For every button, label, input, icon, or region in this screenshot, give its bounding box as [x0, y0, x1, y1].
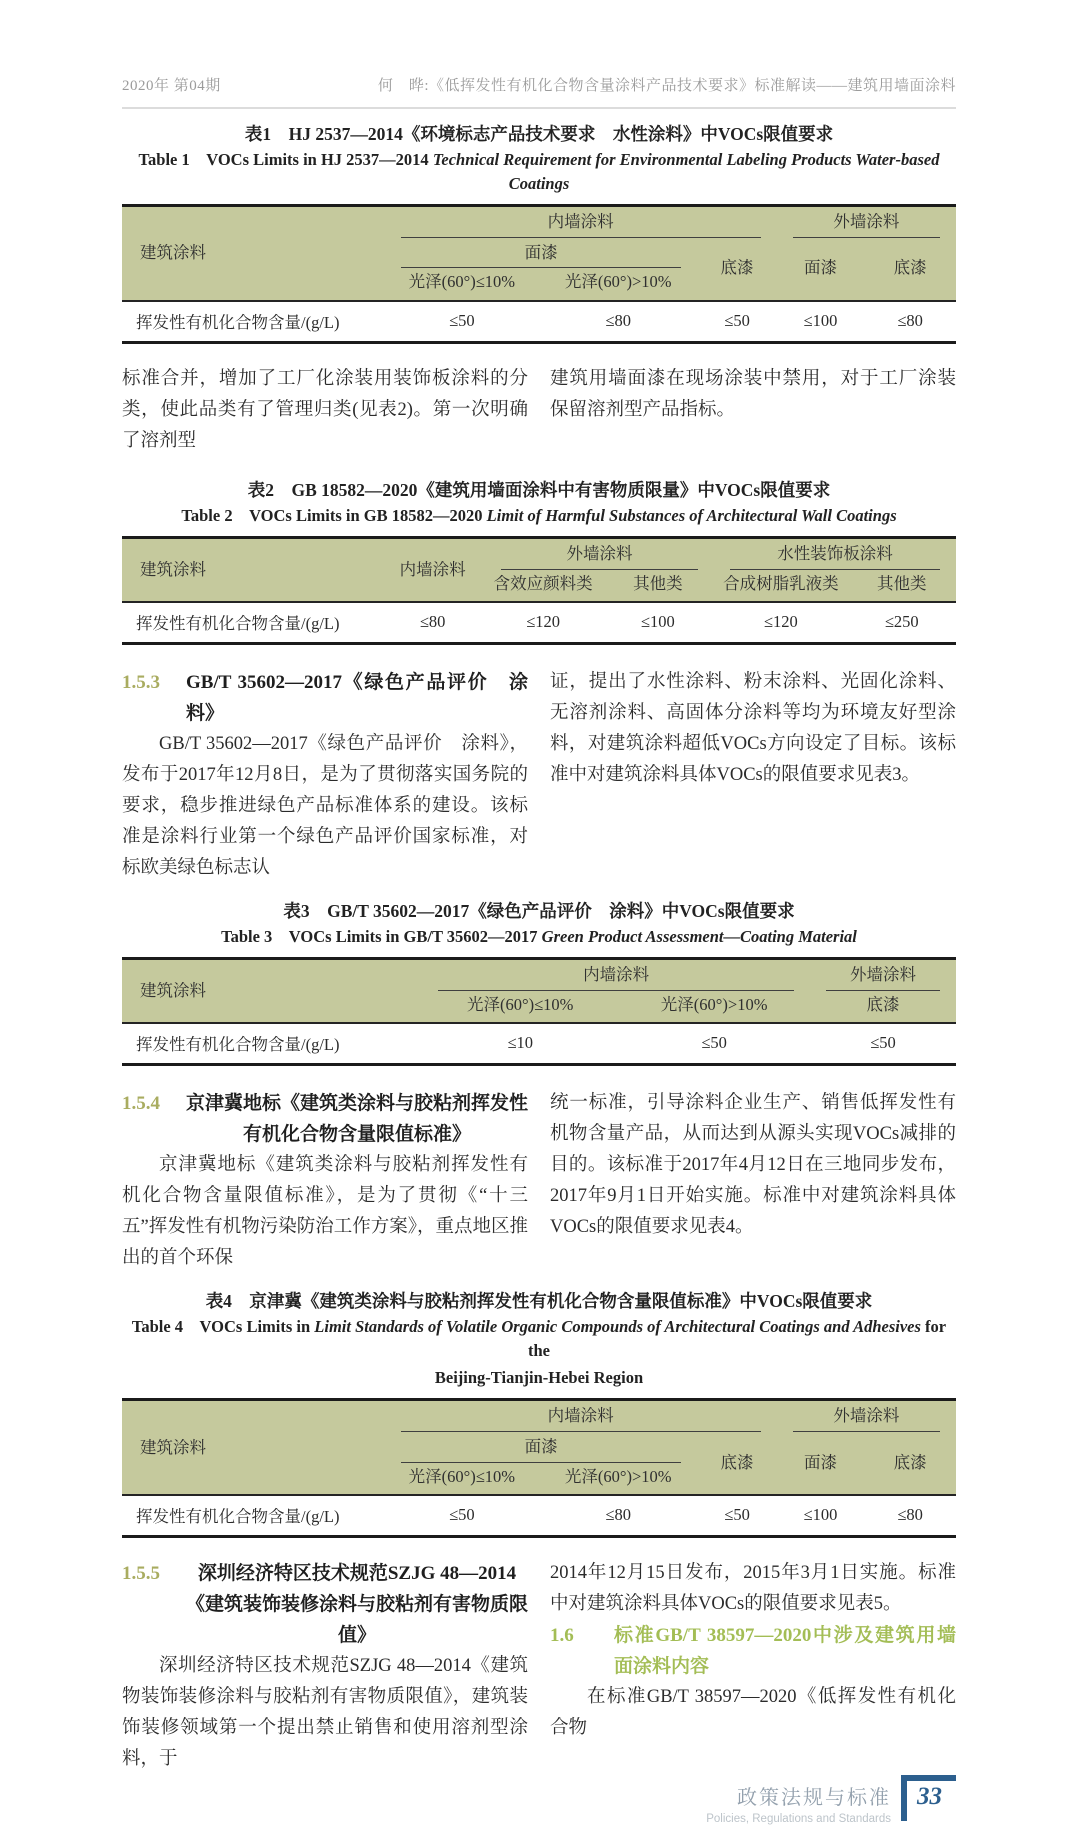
- section-154-right: [550, 1088, 956, 1274]
- table4-exterior-primer-header: 底漆: [864, 1432, 956, 1495]
- table2-row-label: 挥发性有机化合物含量/(g/L): [122, 602, 381, 644]
- table1-value-3: ≤100: [777, 301, 865, 343]
- table1-group-exterior: [777, 206, 956, 238]
- issue-label: 2020年 第04期: [122, 78, 221, 94]
- table2-interior-header: 内墙涂料: [381, 537, 485, 602]
- table4-topcoat-label: 面漆: [401, 1432, 682, 1463]
- page-number: 33: [917, 1783, 942, 1811]
- table4-title-en-prefix: Table 4 VOCs Limits in: [131, 1317, 315, 1337]
- footer-section-labels: [706, 1775, 891, 1825]
- table1-exterior-topcoat-header: 面漆: [777, 238, 865, 301]
- table3-group-exterior-label: 外墙涂料: [826, 960, 940, 991]
- section-155-title: 深圳经济特区技术规范SZJG 48—2014《建筑装饰装修涂料与胶粘剂有害物质限值》: [186, 1563, 529, 1647]
- table4-data-row: [122, 1495, 956, 1537]
- section-154-heading: [122, 1088, 528, 1150]
- table1-group-interior-label: 内墙涂料: [401, 207, 761, 238]
- table1-title: [122, 123, 956, 196]
- table2-title: [122, 479, 956, 528]
- table3-group-exterior: [810, 959, 956, 991]
- body-paragraph: 标准合并，增加了工厂化涂装用装饰板涂料的分类，使此品类有了管理归类(见表2)。第一次明确了溶剂型: [122, 368, 528, 451]
- table3-data-row: [122, 1023, 956, 1065]
- section-16-heading: [550, 1620, 956, 1682]
- table2-voc-limits: [122, 536, 956, 645]
- table4-title: [122, 1290, 956, 1390]
- header-divider: [122, 107, 956, 109]
- table2-value-1: ≤120: [485, 602, 602, 644]
- table2-value-3: ≤120: [714, 602, 847, 644]
- footer-section-en: Policies, Regulations and Standards: [706, 1813, 891, 1826]
- table2-effect-pigment-header: 含效应颜料类: [485, 570, 602, 603]
- table2-other2-header: 其他类: [848, 570, 956, 603]
- section-153-right: [550, 667, 956, 884]
- table4-value-2: ≤50: [697, 1495, 776, 1537]
- table4-group-interior: [385, 1400, 777, 1432]
- section-153-block: [122, 667, 956, 884]
- body-paragraph: 统一标准，引导涂料企业生产、销售低挥发性有机物含量产品，从而达到从源头实现VOCs减排的目的。该标准于2017年4月12日在三地同步发布，2017年9月1日开始实施。标准中对建筑涂料具体VOCs的限值要求见表4。: [550, 1093, 956, 1238]
- body-paragraph: 深圳经济特区技术规范SZJG 48—2014《建筑物装饰装修涂料与胶粘剂有害物质限值》，建筑装饰装修领域第一个提出禁止销售和使用溶剂型涂料，于: [122, 1656, 528, 1770]
- table2-data-row: [122, 602, 956, 644]
- table1-title-en-prefix: Table 1 VOCs Limits in HJ 2537—2014: [138, 150, 433, 169]
- table4-title-en-line2: Beijing-Tianjin-Hebei Region: [434, 1368, 644, 1388]
- body-paragraph: 建筑用墙面漆在现场涂装中禁用，对于工厂涂装保留溶剂型产品指标。: [550, 368, 956, 420]
- table3-group-interior-label: 内墙涂料: [438, 960, 794, 991]
- table2-synthetic-resin-header: 合成树脂乳液类: [714, 570, 847, 603]
- table3-value-2: ≤50: [810, 1023, 956, 1065]
- table2-group-exterior-label: 外墙涂料: [501, 539, 698, 570]
- table4-exterior-topcoat-header: 面漆: [777, 1432, 865, 1495]
- table4-group-interior-label: 内墙涂料: [401, 1401, 761, 1432]
- table1-title-zh: 表1 HJ 2537—2014《环境标志产品技术要求 水性涂料》中VOCs限值要求: [244, 124, 834, 144]
- table2-title-en-prefix: Table 2 VOCs Limits in GB 18582—2020: [181, 505, 487, 525]
- table3-title-zh: 表3 GB/T 35602—2017《绿色产品评价 涂料》中VOCs限值要求: [283, 901, 795, 922]
- table4-group-exterior: [777, 1400, 956, 1432]
- body-block-1: [122, 364, 956, 457]
- section-154-block: [122, 1088, 956, 1274]
- section-153-heading: [122, 667, 528, 729]
- footer-section-zh: 政策法规与标准: [737, 1787, 891, 1810]
- section-155-number: 1.5.5: [122, 1563, 160, 1585]
- table2-title-zh: 表2 GB 18582—2020《建筑用墙面涂料中有害物质限量》中VOCs限值要求: [247, 479, 831, 500]
- table4-voc-limits: [122, 1398, 956, 1538]
- table1-group-interior: [385, 206, 777, 238]
- table4-group-exterior-label: 外墙涂料: [793, 1401, 940, 1432]
- table1-gloss-high-header: 光泽(60°)>10%: [539, 268, 697, 301]
- section-155-heading: [122, 1558, 528, 1651]
- table1-row-label: 挥发性有机化合物含量/(g/L): [122, 301, 385, 343]
- table4-gloss-high-header: 光泽(60°)>10%: [539, 1463, 697, 1496]
- running-title: 何 晔:《低挥发性有机化合物含量涂料产品技术要求》标准解读——建筑用墙面涂料: [377, 78, 956, 94]
- table4-topcoat-header: [385, 1432, 698, 1463]
- table1-exterior-primer-header: 底漆: [864, 238, 956, 301]
- table3-gloss-high-header: 光泽(60°)>10%: [618, 991, 810, 1024]
- running-head: [122, 74, 956, 95]
- table3-gloss-low-header: 光泽(60°)≤10%: [422, 991, 618, 1024]
- table1-value-1: ≤80: [539, 301, 697, 343]
- page-number-bracket: [901, 1775, 956, 1821]
- table2-value-0: ≤80: [381, 602, 485, 644]
- table3-title-en-italic: Green Product Assessment—Coating Material: [541, 927, 857, 947]
- table1-topcoat-label: 面漆: [401, 238, 682, 269]
- table2-row-header: 建筑涂料: [122, 537, 381, 602]
- body-block-1-right: [550, 364, 956, 457]
- table2-title-en-italic: Limit of Harmful Substances of Architectural Wall Coatings: [486, 505, 897, 525]
- table1-title-en: [122, 148, 956, 196]
- section-155-left: [122, 1558, 528, 1775]
- body-block-1-left: [122, 364, 528, 457]
- table1-interior-primer-header: 底漆: [697, 238, 776, 301]
- table3-title-en-prefix: Table 3 VOCs Limits in GB/T 35602—2017: [221, 927, 542, 947]
- table4-row-header: 建筑涂料: [122, 1400, 385, 1495]
- table3-title-en: [122, 925, 956, 949]
- table2-other1-header: 其他类: [602, 570, 715, 603]
- table3-group-interior: [422, 959, 810, 991]
- table4-value-4: ≤80: [864, 1495, 956, 1537]
- table4-value-0: ≤50: [385, 1495, 539, 1537]
- page-footer: [122, 1775, 956, 1831]
- table3-row-header: 建筑涂料: [122, 959, 422, 1024]
- body-paragraph: 2014年12月15日发布，2015年3月1日实施。标准中对建筑涂料具体VOCs的限值要求见表5。: [550, 1563, 956, 1615]
- table1-value-4: ≤80: [864, 301, 956, 343]
- section-154-number: 1.5.4: [122, 1093, 160, 1115]
- section-153-left: [122, 667, 528, 884]
- table1-gloss-low-header: 光泽(60°)≤10%: [385, 268, 539, 301]
- table4-row-label: 挥发性有机化合物含量/(g/L): [122, 1495, 385, 1537]
- table3-voc-limits: [122, 957, 956, 1066]
- table4-title-en-italic: Limit Standards of Volatile Organic Compounds of Architectural Coatings and Adhesives: [314, 1317, 921, 1337]
- body-paragraph: 证，提出了水性涂料、粉末涂料、光固化涂料、无溶剂涂料、高固体分涂料等均为环境友好型涂料，对建筑涂料超低VOCs方向设定了目标。该标准中对建筑涂料具体VOCs的限值要求见表3。: [550, 672, 956, 786]
- table3-row-label: 挥发性有机化合物含量/(g/L): [122, 1023, 422, 1065]
- section-16-title: 标准GB/T 38597—2020中涉及建筑用墙面涂料内容: [614, 1625, 956, 1678]
- section-153-number: 1.5.3: [122, 672, 160, 694]
- section-155-right: [550, 1558, 956, 1775]
- table2-group-waterborne-panel-label: 水性装饰板涂料: [730, 539, 940, 570]
- table4-title-en: [122, 1315, 956, 1363]
- table1-title-en-italic: Technical Requirement for Environmental Labeling Products Water-based Coatings: [432, 150, 940, 193]
- table2-value-2: ≤100: [602, 602, 715, 644]
- table2-group-waterborne-panel: [714, 537, 956, 569]
- table4-value-1: ≤80: [539, 1495, 697, 1537]
- section-16-number: 1.6: [550, 1625, 574, 1647]
- table1-voc-limits: [122, 204, 956, 344]
- table4-gloss-low-header: 光泽(60°)≤10%: [385, 1463, 539, 1496]
- table1-value-2: ≤50: [697, 301, 776, 343]
- table4-value-3: ≤100: [777, 1495, 865, 1537]
- body-paragraph: 在标准GB/T 38597—2020《低挥发性有机化合物: [550, 1687, 956, 1739]
- table3-title: [122, 900, 956, 949]
- table2-title-en: [122, 504, 956, 528]
- table3-value-1: ≤50: [618, 1023, 810, 1065]
- body-paragraph: GB/T 35602—2017《绿色产品评价 涂料》，发布于2017年12月8日，是为了贯彻落实国务院的要求，稳步推进绿色产品标准体系的建设。该标准是涂料行业第一个绿色产品评价国家标准，对标欧美绿色标志认: [122, 734, 528, 879]
- table3-primer-header: 底漆: [810, 991, 956, 1024]
- table4-interior-primer-header: 底漆: [697, 1432, 776, 1495]
- table1-group-exterior-label: 外墙涂料: [793, 207, 940, 238]
- body-paragraph: 京津冀地标《建筑类涂料与胶粘剂挥发性有机化合物含量限值标准》，是为了贯彻《“十三五”挥发性有机物污染防治工作方案》，重点地区推出的首个环保: [122, 1155, 528, 1269]
- table2-value-4: ≤250: [848, 602, 956, 644]
- section-154-left: [122, 1088, 528, 1274]
- section-153-title: GB/T 35602—2017《绿色产品评价 涂料》: [186, 672, 528, 725]
- table3-value-0: ≤10: [422, 1023, 618, 1065]
- section-154-title: 京津冀地标《建筑类涂料与胶粘剂挥发性有机化合物含量限值标准》: [186, 1093, 529, 1146]
- table1-value-0: ≤50: [385, 301, 539, 343]
- section-155-block: [122, 1558, 956, 1775]
- table1-topcoat-header: [385, 238, 698, 269]
- table4-title-en-suffix: for the: [528, 1317, 947, 1361]
- table2-group-exterior: [485, 537, 714, 569]
- table4-title-zh: 表4 京津冀《建筑类涂料与胶粘剂挥发性有机化合物含量限值标准》中VOCs限值要求: [205, 1291, 873, 1312]
- table1-row-header: 建筑涂料: [122, 206, 385, 301]
- table1-data-row: [122, 301, 956, 343]
